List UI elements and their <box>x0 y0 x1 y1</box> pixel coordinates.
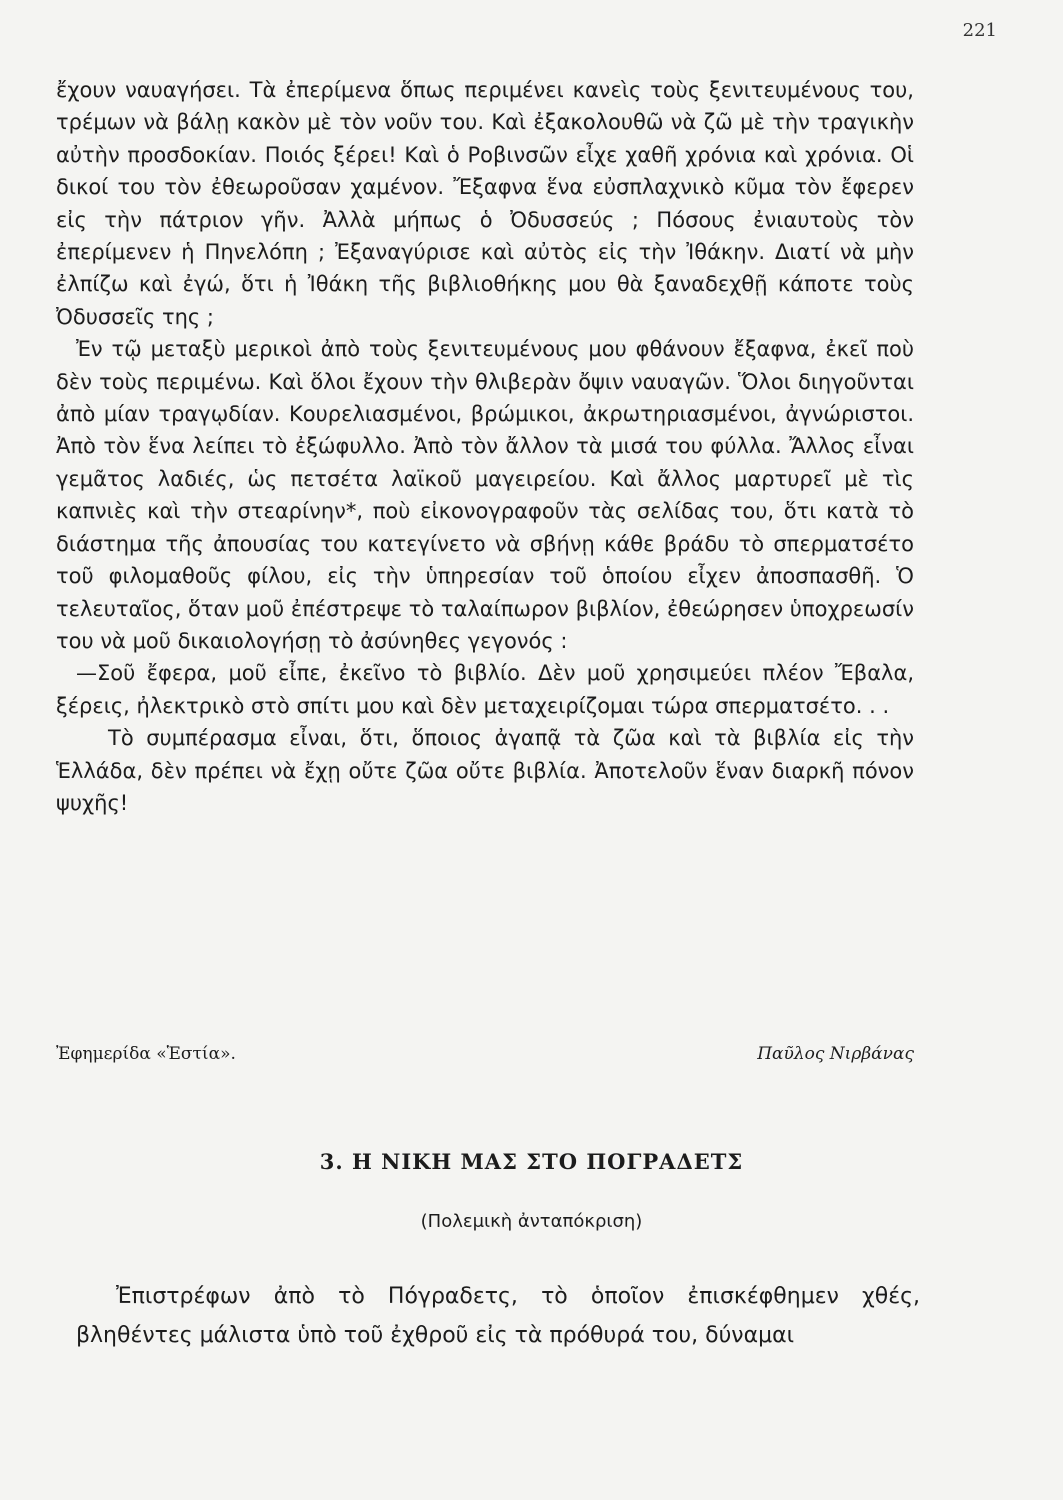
paragraph-1: ἔχουν ναυαγήσει. Τὰ ἐπερίμενα ὅπως περιμένει κανεὶς τοὺς ξενιτευμένους του, τρέμων νὰ βάλῃ κακὸν μὲ τὸν νοῦν του. Καὶ ἐξακολουθῶ νὰ ζῶ μὲ τὴν τραγικὴν αὐτὴν προσδοκίαν. Ποιός ξέρει! Καὶ ὁ Ροβινσῶν εἶχε χαθῆ χρόνια καὶ χρόνια. Οἱ δικοί του τὸν ἐθεωροῦσαν χαμένον. Ἔξαφνα ἕνα εὐσπλαχνικὸ κῦμα τὸν ἔφερεν εἰς τὴν πάτριον γῆν. Ἀλλὰ μήπως ὁ Ὀδυσσεύς ; Πόσους ἐνιαυτοὺς τὸν ἐπερίμενεν ἡ Πηνελόπη ; Ἐξαναγύρισε καὶ αὐτὸς εἰς τὴν Ἰθάκην. Διατί νὰ μὴν ἐλπίζω καὶ ἐγώ, ὅτι ἡ Ἰθάκη τῆς βιβλιοθήκης μου θὰ ξαναδεχθῇ κάποτε τοὺς Ὀδυσσεῖς της ; <box>56 78 914 329</box>
section-title: 3. Η ΝΙΚΗ ΜΑΣ ΣΤΟ ΠΟΓΡΑΔΕΤΣ <box>319 1149 744 1174</box>
body-text <box>56 74 914 819</box>
paragraph-2: Ἐν τῷ μεταξὺ μερικοὶ ἀπὸ τοὺς ξενιτευμένους μου φθάνουν ἔξαφνα, ἐκεῖ ποὺ δὲν τοὺς περιμένω. Καὶ ὅλοι ἔχουν τὴν θλιβερὰν ὄψιν ναυαγῶν. Ὅλοι διηγοῦνται ἀπὸ μίαν τραγῳδίαν. Κουρελιασμένοι, βρώμικοι, ἀκρωτηριασμένοι, ἀγνώριστοι. Ἀπὸ τὸν ἕνα λείπει τὸ ἐξώφυλλο. Ἀπὸ τὸν ἄλλον τὰ μισά του φύλλα. Ἄλλος εἶναι γεμᾶτος λαδιές, ὡς πετσέτα λαϊκοῦ μαγειρείου. Καὶ ἄλλος μαρτυρεῖ μὲ τὶς καπνιὲς καὶ τὴν στεαρίνην*, ποὺ εἰκονογραφοῦν τὰς σελίδας του, ὅτι κατὰ τὸ διάστημα τῆς ἀπουσίας του κατεγίνετο νὰ σβήνῃ κάθε βράδυ τὸ σπερματσέτο τοῦ φιλομαθοῦς φίλου, εἰς τὴν ὑπηρεσίαν τοῦ ὁποίου εἶχεν ἀποσπασθῆ. Ὁ τελευταῖος, ὅταν μοῦ ἐπέστρεψε τὸ ταλαίπωρον βιβλίον, ἐθεώρησεν ὑποχρεωσίν του νὰ μοῦ δικαιολογήσῃ τὸ ἀσύνηθες γεγονός : <box>56 337 914 653</box>
paragraph-dialogue: —Σοῦ ἔφερα, μοῦ εἶπε, ἐκεῖνο τὸ βιβλίο. Δὲν μοῦ χρησιμεύει πλέον Ἔβαλα, ξέρεις, ἠλεκτρικὸ στὸ σπίτι μου καὶ δὲν μεταχειρίζομαι τώρα σπερματσέτο. . . <box>56 661 914 718</box>
source-newspaper: Ἐφημερίδα «Ἑστία». <box>56 1044 236 1064</box>
paragraph-conclusion: Τὸ συμπέρασμα εἶναι, ὅτι, ὅποιος ἀγαπᾷ τὰ ζῶα καὶ τὰ βιβλία εἰς τὴν Ἑλλάδα, δὲν πρέπει νὰ ἔχῃ οὔτε ζῶα οὔτε βιβλία. Ἀποτελοῦν ἕναν διαρκῆ πόνον ψυχῆς! <box>56 726 914 815</box>
section-subtitle: (Πολεμικὴ ἀνταπόκριση) <box>420 1211 643 1232</box>
source-author: Παῦλος Νιρβάνας <box>757 1044 914 1064</box>
section-intro <box>76 1277 920 1355</box>
intro-paragraph: Ἐπιστρέφων ἀπὸ τὸ Πόγραδετς, τὸ ὁποῖον ἐπισκέφθημεν χθές, βληθέντες μάλιστα ὑπὸ τοῦ ἐχθροῦ εἰς τὰ πρόθυρά του, δύναμαι <box>76 1284 920 1348</box>
page-number: 221 <box>962 20 997 41</box>
